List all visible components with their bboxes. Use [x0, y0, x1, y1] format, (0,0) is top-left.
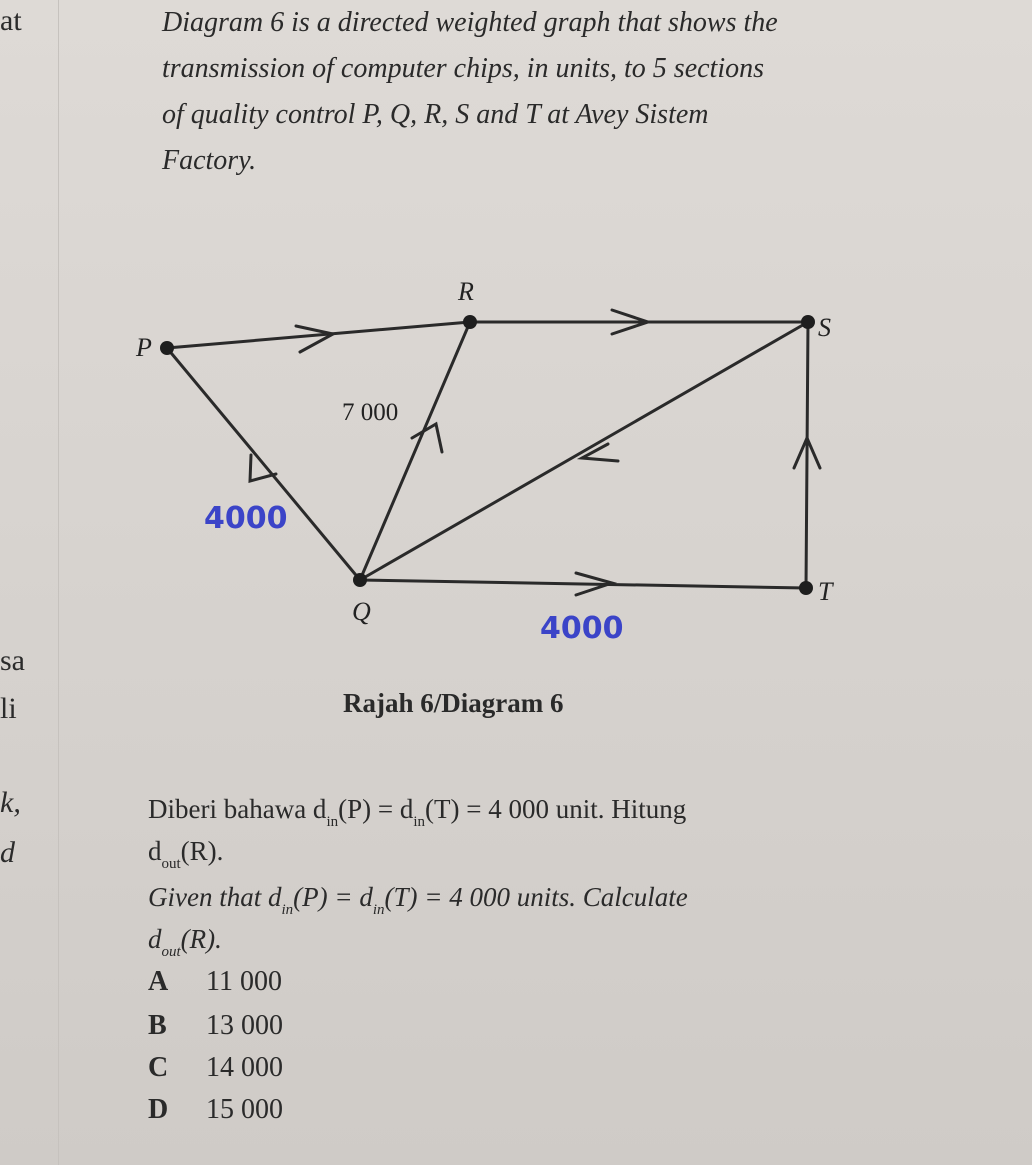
- node-label-s: S: [818, 313, 831, 342]
- question-malay-line2: [148, 836, 223, 873]
- option-value: 13 000: [206, 1010, 283, 1041]
- question-text: (R).: [180, 836, 224, 866]
- intro-paragraph: [162, 0, 902, 184]
- question-text: d: [148, 836, 162, 866]
- node-label-t: T: [818, 577, 833, 606]
- option-letter: B: [148, 1010, 167, 1041]
- node-label-q: Q: [352, 597, 371, 626]
- subscript-out: out: [161, 944, 181, 960]
- margin-fragment: at: [0, 4, 22, 37]
- answer-option-b[interactable]: [148, 1010, 283, 1042]
- answer-option-a[interactable]: [148, 966, 282, 998]
- intro-line: of quality control P, Q, R, S and T at Avey Sistem: [162, 99, 709, 130]
- node-label-p: P: [136, 333, 152, 362]
- subscript-in: in: [326, 814, 339, 830]
- node-s: [801, 315, 815, 329]
- option-letter: C: [148, 1052, 169, 1083]
- arrowhead-q-p: [250, 455, 276, 481]
- question-english-line1: [148, 882, 688, 919]
- question-text: (T) = 4 000 unit. Hitung: [425, 794, 687, 824]
- edge-q-t: [360, 580, 806, 588]
- question-text: (T) = 4 000 units. Calculate: [384, 882, 688, 912]
- intro-line: transmission of computer chips, in units, to 5 sections: [162, 53, 764, 84]
- handwritten-weight-q-p: 4000: [204, 501, 288, 536]
- handwritten-weight-q-t: 4000: [540, 611, 624, 646]
- answer-option-d[interactable]: [148, 1094, 283, 1126]
- answer-option-c[interactable]: [148, 1052, 283, 1084]
- node-label-r: R: [458, 277, 474, 306]
- question-english-line2: [148, 924, 222, 961]
- option-value: 11 000: [206, 966, 282, 997]
- option-letter: D: [148, 1094, 169, 1125]
- edge-q-p: [167, 348, 360, 580]
- arrowhead-s-q: [582, 444, 618, 461]
- edge-weight-q-r: 7 000: [342, 399, 399, 426]
- question-text: Given that d: [148, 882, 282, 912]
- margin-fragment: d: [0, 836, 15, 869]
- question-text: (P) = d: [338, 794, 414, 824]
- arrowhead-p-r: [296, 326, 333, 352]
- option-letter: A: [148, 966, 169, 997]
- intro-line: Factory.: [162, 145, 257, 176]
- subscript-in: in: [372, 902, 385, 918]
- subscript-out: out: [161, 856, 181, 872]
- diagram-caption: Rajah 6/Diagram 6: [343, 688, 564, 718]
- margin-fragment: sa: [0, 644, 25, 677]
- edge-q-r: [360, 322, 470, 580]
- option-value: 15 000: [206, 1094, 283, 1125]
- intro-line: Diagram 6 is a directed weighted graph that shows the: [162, 7, 778, 38]
- question-text: Diberi bahawa d: [148, 794, 327, 824]
- node-p: [160, 341, 174, 355]
- question-malay-line1: [148, 794, 686, 831]
- margin-fragment: li: [0, 692, 17, 725]
- directed-weighted-graph: [0, 260, 1032, 660]
- subscript-in: in: [281, 902, 294, 918]
- edge-s-q: [360, 322, 808, 580]
- node-t: [799, 581, 813, 595]
- question-text: (P) = d: [293, 882, 373, 912]
- node-q: [353, 573, 367, 587]
- question-text: d: [148, 924, 162, 954]
- subscript-in: in: [413, 814, 426, 830]
- edge-p-r: [167, 322, 470, 348]
- edge-t-s: [806, 322, 808, 588]
- question-text: (R).: [180, 924, 222, 954]
- margin-fragment: k,: [0, 786, 21, 819]
- option-value: 14 000: [206, 1052, 283, 1083]
- node-r: [463, 315, 477, 329]
